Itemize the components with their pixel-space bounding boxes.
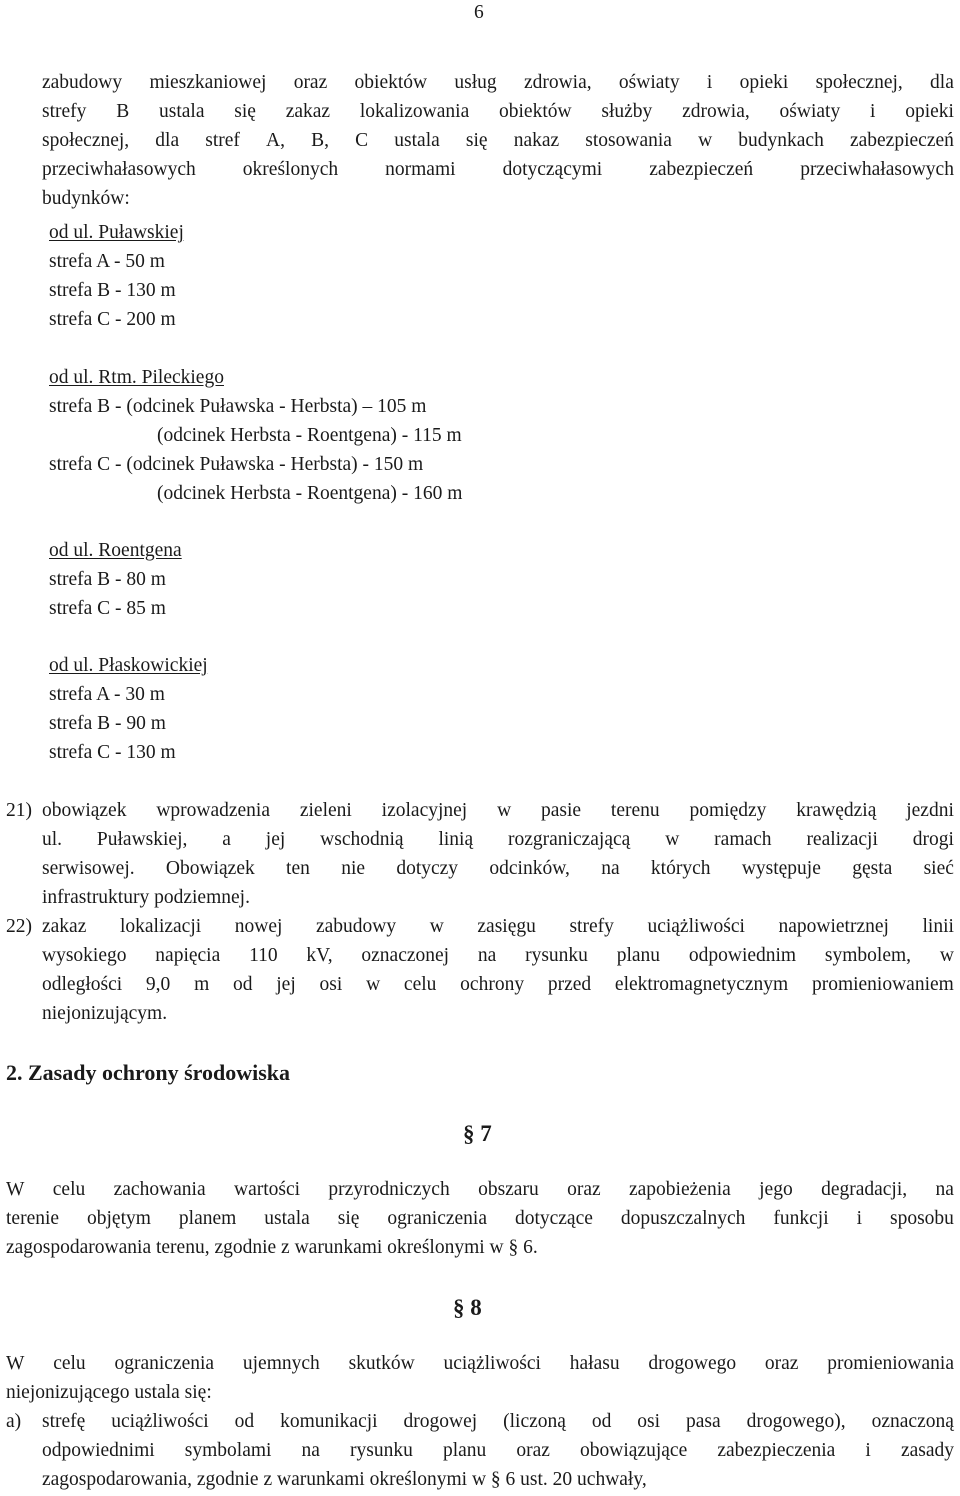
zone-line: (odcinek Herbsta - Roentgena) - 115 m (157, 425, 462, 446)
word: B, (311, 130, 330, 151)
word: drogowego (648, 1353, 737, 1374)
zone-line: strefa C - 200 m (49, 309, 176, 330)
word: pasa (685, 1411, 721, 1432)
word: lokalizowania (359, 101, 470, 122)
word: i (706, 72, 713, 93)
word: Puławskiej, (96, 829, 188, 850)
word: występuje (741, 858, 821, 879)
item-line (42, 801, 954, 821)
word: odcinków, (489, 858, 570, 879)
word: objętym (87, 1208, 151, 1229)
word: osi (637, 1411, 661, 1432)
word: serwisowej. (42, 858, 135, 879)
word: osi (319, 974, 343, 995)
word: linią (438, 829, 474, 850)
word: A, (266, 130, 285, 151)
word: dotyczy (396, 858, 459, 879)
word: i (856, 1208, 863, 1229)
word: usług (454, 72, 497, 93)
section-heading: 2. Zasady ochrony środowiska (6, 1060, 291, 1085)
word: celu (53, 1353, 86, 1374)
intro-line (42, 73, 954, 93)
intro-line: budynków: (42, 188, 130, 209)
item-line (42, 975, 954, 995)
word: na (935, 1179, 954, 1200)
item-letter: a) (6, 1411, 22, 1432)
item-line (42, 946, 954, 966)
word: planu (616, 945, 661, 966)
zone-heading: od ul. Płaskowickiej (49, 655, 208, 676)
word: mieszkaniowej (149, 72, 267, 93)
word: zasady (900, 1440, 954, 1461)
word: obszaru (478, 1179, 539, 1200)
word: uciążliwości (647, 916, 745, 937)
word: zabudowy (42, 72, 123, 93)
word: celu (52, 1179, 86, 1200)
word: zdrowia, (682, 101, 750, 122)
word: od (234, 1411, 255, 1432)
word: ograniczenia (114, 1353, 215, 1374)
word: pomiędzy (689, 800, 767, 821)
word: przeciwhałasowych (800, 159, 954, 180)
word: wysokiego (42, 945, 127, 966)
word: zabudowy (315, 916, 397, 937)
word: w (366, 974, 381, 995)
word: opieki (905, 101, 954, 122)
word: zakaz (42, 916, 87, 937)
word: zabezpieczeń (849, 130, 954, 151)
word: i (870, 101, 876, 122)
word: rysunku (350, 1440, 413, 1461)
word: drogi (912, 829, 954, 850)
word: oświaty (618, 72, 680, 93)
item-line (42, 830, 954, 850)
word: na (301, 1440, 320, 1461)
item-line: infrastruktury podziemnej. (42, 887, 250, 908)
word: odpowiednim (688, 945, 797, 966)
word: zabezpieczeń (649, 159, 754, 180)
word: oraz (516, 1440, 550, 1461)
word: obiektów (499, 101, 572, 122)
word: ustala (264, 1208, 310, 1229)
word: odpowiednimi (42, 1440, 155, 1461)
intro-line (42, 102, 954, 122)
word: izolacyjnej (381, 800, 468, 821)
word: opieki (739, 72, 789, 93)
word: rozgraniczającą (508, 829, 631, 850)
word: zakaz (285, 101, 331, 122)
item-line: niejonizującym. (42, 1003, 168, 1024)
paragraph-mark-8: § 8 (453, 1295, 482, 1320)
word: ramach (714, 829, 772, 850)
word: 9,0 (145, 974, 171, 995)
word: promieniowaniem (811, 974, 954, 995)
zone-heading: od ul. Rtm. Pileckiego (49, 367, 224, 388)
word: których (650, 858, 711, 879)
word: budynkach (738, 130, 824, 151)
word: elektromagnetycznym (614, 974, 789, 995)
word: terenu (610, 800, 660, 821)
word: się (337, 1208, 360, 1229)
word: oraz (567, 1179, 601, 1200)
word: funkcji (773, 1208, 829, 1229)
word: kV, (306, 945, 333, 966)
word: dla (155, 130, 180, 151)
word: W (6, 1179, 25, 1200)
word: drogowej (403, 1411, 478, 1432)
word: ujemnych (242, 1353, 320, 1374)
word: nakaz (513, 130, 560, 151)
word: B (116, 101, 130, 122)
word: lokalizacji (119, 916, 202, 937)
word: dopuszczalnych (620, 1208, 746, 1229)
word: linii (922, 916, 954, 937)
word: celu (403, 974, 437, 995)
item-number: 21) (6, 800, 32, 821)
word: jezdni (906, 800, 954, 821)
word: drogowego), (746, 1411, 846, 1432)
item-line (42, 859, 954, 879)
zone-heading: od ul. Roentgena (49, 540, 182, 561)
zone-line: strefa B - (odcinek Puławska - Herbsta) – 105 m (49, 396, 427, 417)
word: terenie (6, 1208, 60, 1229)
word: komunikacji (280, 1411, 378, 1432)
word: ochrony (460, 974, 525, 995)
word: zasięgu (477, 916, 536, 937)
word: skutków (348, 1353, 415, 1374)
word: degradacji, (821, 1179, 908, 1200)
word: 110 (249, 945, 278, 966)
word: oświaty (779, 101, 841, 122)
paragraph-mark-7: § 7 (463, 1121, 492, 1146)
word: służby (601, 101, 653, 122)
word: ul. (42, 829, 63, 850)
paragraph-line (6, 1209, 954, 1229)
zone-line: strefa C - 130 m (49, 742, 176, 763)
word: nowej (234, 916, 283, 937)
zone-line: strefa B - 130 m (49, 280, 176, 301)
word: w (698, 130, 713, 151)
word: m (194, 974, 210, 995)
paragraph-line (6, 1354, 954, 1374)
intro-line (42, 160, 954, 180)
word: ustala (394, 130, 440, 151)
word: obowiązek (42, 800, 127, 821)
word: ograniczenia (387, 1208, 487, 1229)
word: ustala (158, 101, 205, 122)
zone-line: strefa C - 85 m (49, 598, 166, 619)
word: strefy (569, 916, 614, 937)
word: przed (547, 974, 592, 995)
word: jego (759, 1179, 793, 1200)
word: hałasu (569, 1353, 620, 1374)
paragraph-line: niejonizującego ustala się: (6, 1382, 212, 1403)
word: określonych (242, 159, 339, 180)
word: w (429, 916, 444, 937)
intro-line (42, 131, 954, 151)
page-number: 6 (474, 2, 484, 23)
word: gęsta (852, 858, 893, 879)
word: stosowania (585, 130, 672, 151)
word: przyrodniczych (328, 1179, 450, 1200)
word: na (477, 945, 497, 966)
word: krawędzią (796, 800, 877, 821)
item-line (42, 917, 954, 937)
word: w (665, 829, 680, 850)
paragraph-line (6, 1180, 954, 1200)
word: strefę (42, 1411, 86, 1432)
word: zieleni (299, 800, 352, 821)
zone-heading: od ul. Puławskiej (49, 222, 184, 243)
word: od (233, 974, 253, 995)
word: uciążliwości (111, 1411, 209, 1432)
word: obowiązujące (580, 1440, 688, 1461)
word: społecznej, (815, 72, 903, 93)
word: napowietrznej (778, 916, 889, 937)
zone-line: strefa A - 30 m (49, 684, 165, 705)
item-line: zagospodarowania, zgodnie z warunkami określonymi w § 6 ust. 20 uchwały, (42, 1469, 647, 1490)
word: promieniowania (827, 1353, 954, 1374)
word: strefy (42, 101, 87, 122)
item-line (42, 1441, 954, 1461)
word: jej (265, 829, 286, 850)
word: oznaczonej (361, 945, 450, 966)
paragraph-line: zagospodarowania terenu, zgodnie z warunkami określonymi w § 6. (6, 1237, 538, 1258)
word: odległości (42, 974, 123, 995)
word: dotyczącymi (502, 159, 603, 180)
word: w (939, 945, 954, 966)
word: normami (385, 159, 456, 180)
word: sieć (923, 858, 954, 879)
word: symbolami (184, 1440, 272, 1461)
word: w (497, 800, 512, 821)
word: przeciwhałasowych (42, 159, 196, 180)
word: dla (930, 72, 954, 93)
zone-line: strefa A - 50 m (49, 251, 165, 272)
word: napięcia (155, 945, 221, 966)
word: wprowadzenia (156, 800, 271, 821)
zone-line: strefa B - 80 m (49, 569, 166, 590)
word: wartości (234, 1179, 301, 1200)
word: od (591, 1411, 612, 1432)
word: oraz (293, 72, 328, 93)
item-line (42, 1412, 954, 1432)
word: się (465, 130, 488, 151)
word: realizacji (806, 829, 878, 850)
word: C (355, 130, 369, 151)
word: (liczoną (503, 1411, 566, 1432)
word: wschodnią (320, 829, 404, 850)
word: oznaczoną (871, 1411, 954, 1432)
word: zapobieżenia (629, 1179, 731, 1200)
item-number: 22) (6, 916, 32, 937)
word: nie (341, 858, 366, 879)
word: pasie (541, 800, 582, 821)
word: i (865, 1440, 871, 1461)
word: symbolem, (824, 945, 912, 966)
word: zabezpieczenia (717, 1440, 836, 1461)
word: stref (205, 130, 240, 151)
word: ten (286, 858, 310, 879)
zone-line: (odcinek Herbsta - Roentgena) - 160 m (157, 483, 463, 504)
word: się (234, 101, 256, 122)
word: rysunku (525, 945, 588, 966)
word: a (222, 829, 231, 850)
word: na (601, 858, 620, 879)
word: W (6, 1353, 25, 1374)
word: jej (276, 974, 296, 995)
zone-line: strefa C - (odcinek Puławska - Herbsta) - 150 m (49, 454, 424, 475)
word: sposobu (889, 1208, 954, 1229)
word: planu (442, 1440, 487, 1461)
word: planem (178, 1208, 237, 1229)
word: społecznej, (42, 130, 130, 151)
zone-line: strefa B - 90 m (49, 713, 166, 734)
word: obiektów (354, 72, 428, 93)
word: uciążliwości (443, 1353, 541, 1374)
word: dotyczące (514, 1208, 593, 1229)
word: zdrowia, (523, 72, 592, 93)
word: zachowania (113, 1179, 206, 1200)
word: Obowiązek (165, 858, 255, 879)
word: oraz (764, 1353, 799, 1374)
